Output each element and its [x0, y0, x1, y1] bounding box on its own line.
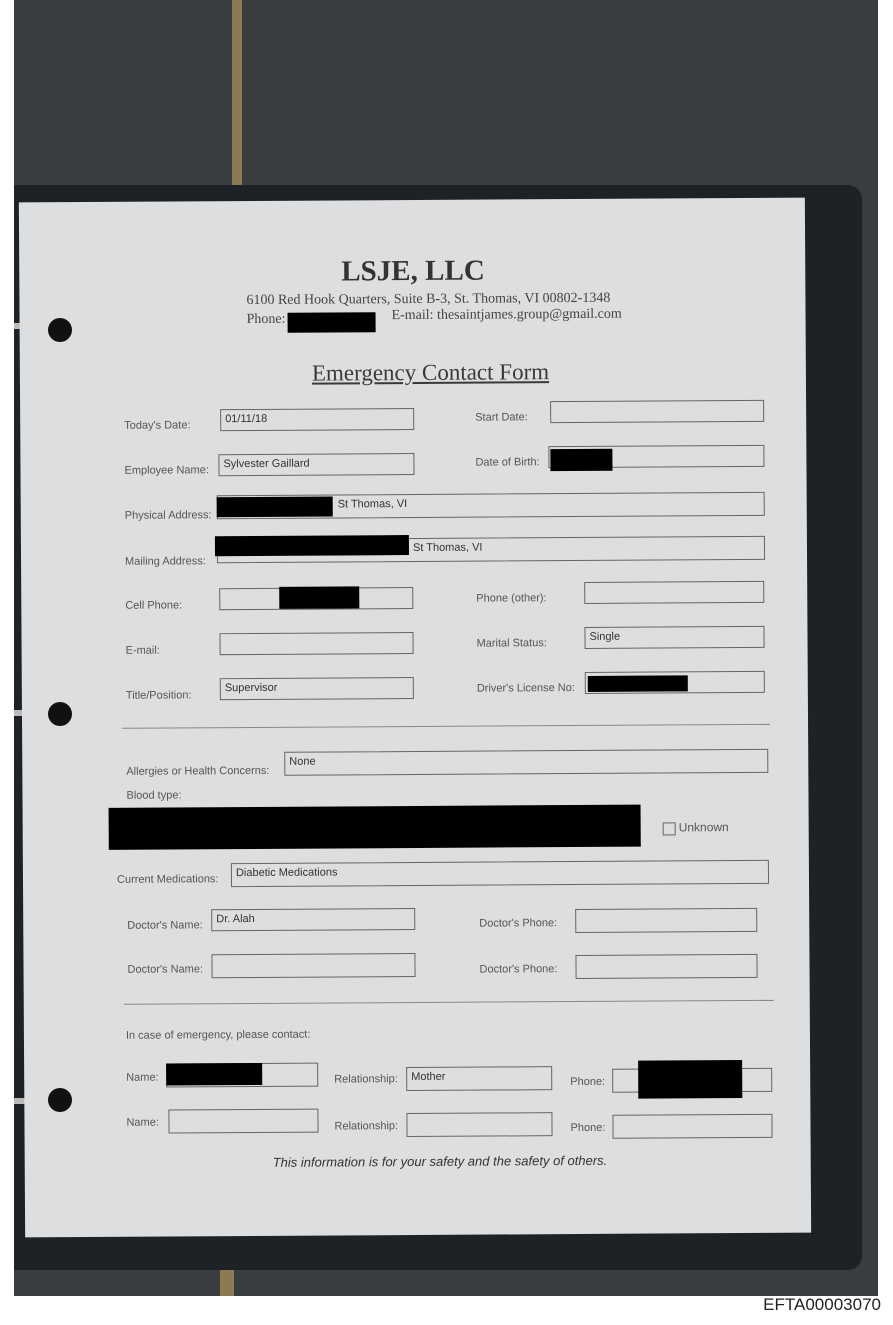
marital-status-field[interactable]: Single — [584, 626, 764, 649]
allergies-field[interactable]: None — [284, 749, 768, 776]
doctor-phone-label: Doctor's Phone: — [479, 963, 558, 976]
contact-name-field[interactable] — [168, 1109, 318, 1134]
redaction — [109, 805, 641, 850]
blood-type-label: Blood type: — [126, 789, 182, 802]
contact-name-label: Name: — [126, 1071, 159, 1084]
floor-board — [232, 0, 242, 200]
medications-field[interactable]: Diabetic Medications — [231, 860, 769, 887]
doctor-phone-field[interactable] — [575, 954, 757, 979]
doctor-phone-label: Doctor's Phone: — [479, 917, 558, 930]
employee-name-field[interactable]: Sylvester Gaillard — [218, 453, 414, 476]
relationship-label: Relationship: — [334, 1073, 398, 1086]
contact-phone-label: Phone: — [570, 1121, 606, 1135]
company-name: LSJE, LLC — [341, 254, 485, 288]
binder-ring — [48, 1088, 72, 1112]
title-position-label: Title/Position: — [125, 689, 192, 702]
redaction — [588, 675, 688, 692]
safety-note: This information is for your safety and the safety of others. — [272, 1152, 608, 1170]
dob-label: Date of Birth: — [475, 456, 540, 469]
redaction — [217, 496, 333, 517]
medications-label: Current Medications: — [116, 873, 219, 886]
email-label: E-mail: — [125, 644, 160, 657]
email-field[interactable] — [219, 632, 413, 655]
unknown-label: Unknown — [678, 820, 729, 835]
contact-name-label: Name: — [126, 1116, 159, 1129]
marital-status-label: Marital Status: — [476, 637, 547, 650]
redaction — [279, 586, 359, 608]
start-date-field[interactable] — [550, 400, 764, 423]
redaction — [288, 312, 376, 333]
relationship-field[interactable] — [406, 1112, 552, 1137]
drivers-license-label: Driver's License No: — [476, 682, 575, 695]
phone-label: Phone: — [246, 311, 286, 328]
mailing-address-label: Mailing Address: — [125, 555, 206, 568]
redaction — [166, 1063, 262, 1086]
unknown-checkbox[interactable] — [663, 822, 676, 835]
company-address: 6100 Red Hook Quarters, Suite B-3, St. Thomas, VI 00802-1348 — [246, 290, 611, 309]
relationship-label: Relationship: — [334, 1120, 399, 1133]
contact-phone-label: Phone: — [570, 1075, 606, 1089]
form-title: Emergency Contact Form — [311, 359, 550, 386]
contact-phone-field[interactable] — [612, 1114, 772, 1139]
redaction — [638, 1060, 742, 1099]
divider — [124, 1000, 774, 1005]
todays-date-field[interactable]: 01/11/18 — [220, 408, 414, 431]
todays-date-label: Today's Date: — [124, 419, 191, 432]
document-id: EFTA00003070 — [763, 1295, 881, 1314]
cell-phone-label: Cell Phone: — [125, 599, 183, 612]
physical-address-label: Physical Address: — [124, 509, 212, 522]
doctor-name-field[interactable]: Dr. Alah — [211, 908, 415, 931]
binder-ring — [48, 318, 72, 342]
relationship-field[interactable]: Mother — [406, 1066, 552, 1091]
doctor-phone-field[interactable] — [575, 908, 757, 933]
start-date-label: Start Date: — [475, 411, 528, 424]
phone-other-field[interactable] — [584, 581, 764, 604]
mailing-address-field[interactable]: St Thomas, VI — [217, 536, 765, 563]
physical-address-field[interactable]: St Thomas, VI — [217, 492, 765, 519]
doctor-name-label: Doctor's Name: — [127, 963, 204, 976]
doctor-name-field[interactable] — [211, 953, 415, 978]
emergency-heading: In case of emergency, please contact: — [125, 1028, 311, 1042]
form-page — [19, 198, 811, 1238]
title-position-field[interactable]: Supervisor — [220, 677, 414, 700]
binder-ring — [48, 702, 72, 726]
phone-other-label: Phone (other): — [476, 592, 547, 605]
doctor-name-label: Doctor's Name: — [127, 919, 203, 932]
allergies-label: Allergies or Health Concerns: — [126, 764, 270, 778]
divider — [122, 724, 770, 729]
company-email: E-mail: thesaintjames.group@gmail.com — [391, 306, 622, 324]
redaction — [550, 449, 612, 471]
employee-name-label: Employee Name: — [124, 464, 209, 477]
redaction — [215, 535, 409, 556]
